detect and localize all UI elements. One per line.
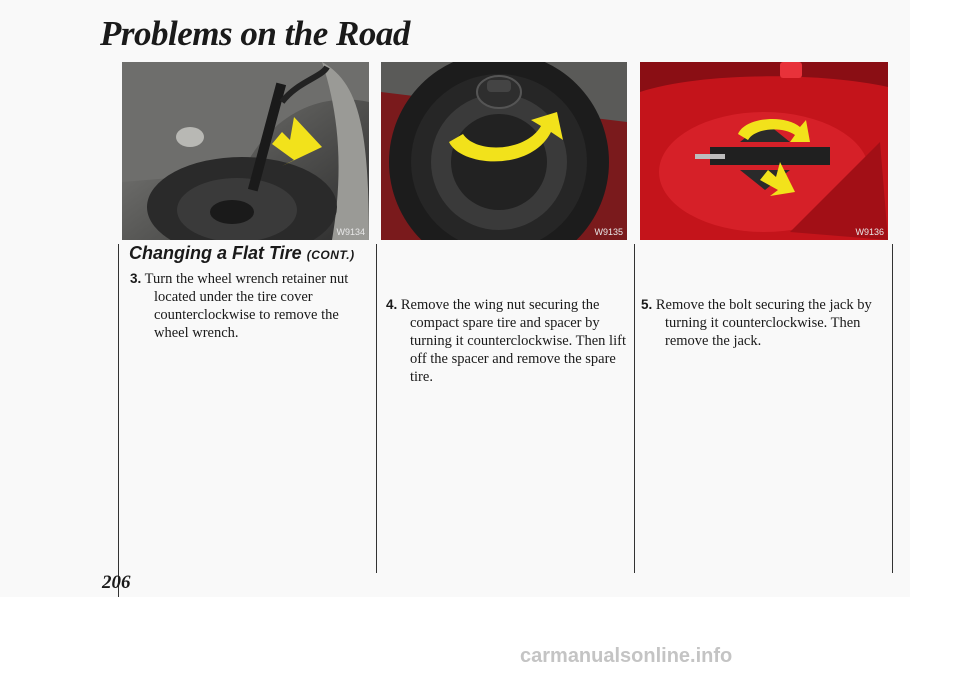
step-number: 3. (130, 271, 142, 286)
section-title (129, 243, 355, 264)
photo-code: W9136 (855, 227, 884, 237)
photo-code: W9135 (594, 227, 623, 237)
page-title: Problems on the Road (100, 14, 410, 53)
step-text: compact spare tire and spacer by turning it counterclockwise. Then lift off the spacer and remove the spare tire. (410, 315, 626, 385)
step-text-first-line: Remove the wing nut securing the (400, 297, 600, 313)
step-number: 4. (386, 297, 398, 312)
step-text: turning it counterclockwise. Then remove the jack. (665, 315, 861, 349)
photo-code: W9134 (336, 227, 365, 237)
column-divider (892, 244, 893, 573)
step-3 (130, 270, 365, 342)
step-number: 5. (641, 297, 653, 312)
photo-wrench-retainer (122, 62, 369, 240)
photo-spare-tire-wing-nut (381, 62, 627, 240)
step-text: located under the tire cover counterclockwise to remove the wheel wrench. (154, 289, 339, 341)
section-title-text: Changing a Flat Tire (129, 243, 302, 263)
column-divider (634, 244, 635, 573)
page-number: 206 (102, 572, 131, 593)
step-text-first-line: Turn the wheel wrench retainer nut (144, 271, 349, 287)
step-text-first-line: Remove the bolt securing the jack by (655, 297, 872, 313)
step-5 (641, 296, 886, 350)
column-divider (376, 244, 377, 573)
step-4 (386, 296, 626, 386)
section-title-continued: (CONT.) (306, 248, 355, 262)
photo-jack-removal (640, 62, 888, 240)
column-divider (118, 244, 119, 597)
watermark-text[interactable]: carmanualsonline.info (520, 645, 733, 667)
